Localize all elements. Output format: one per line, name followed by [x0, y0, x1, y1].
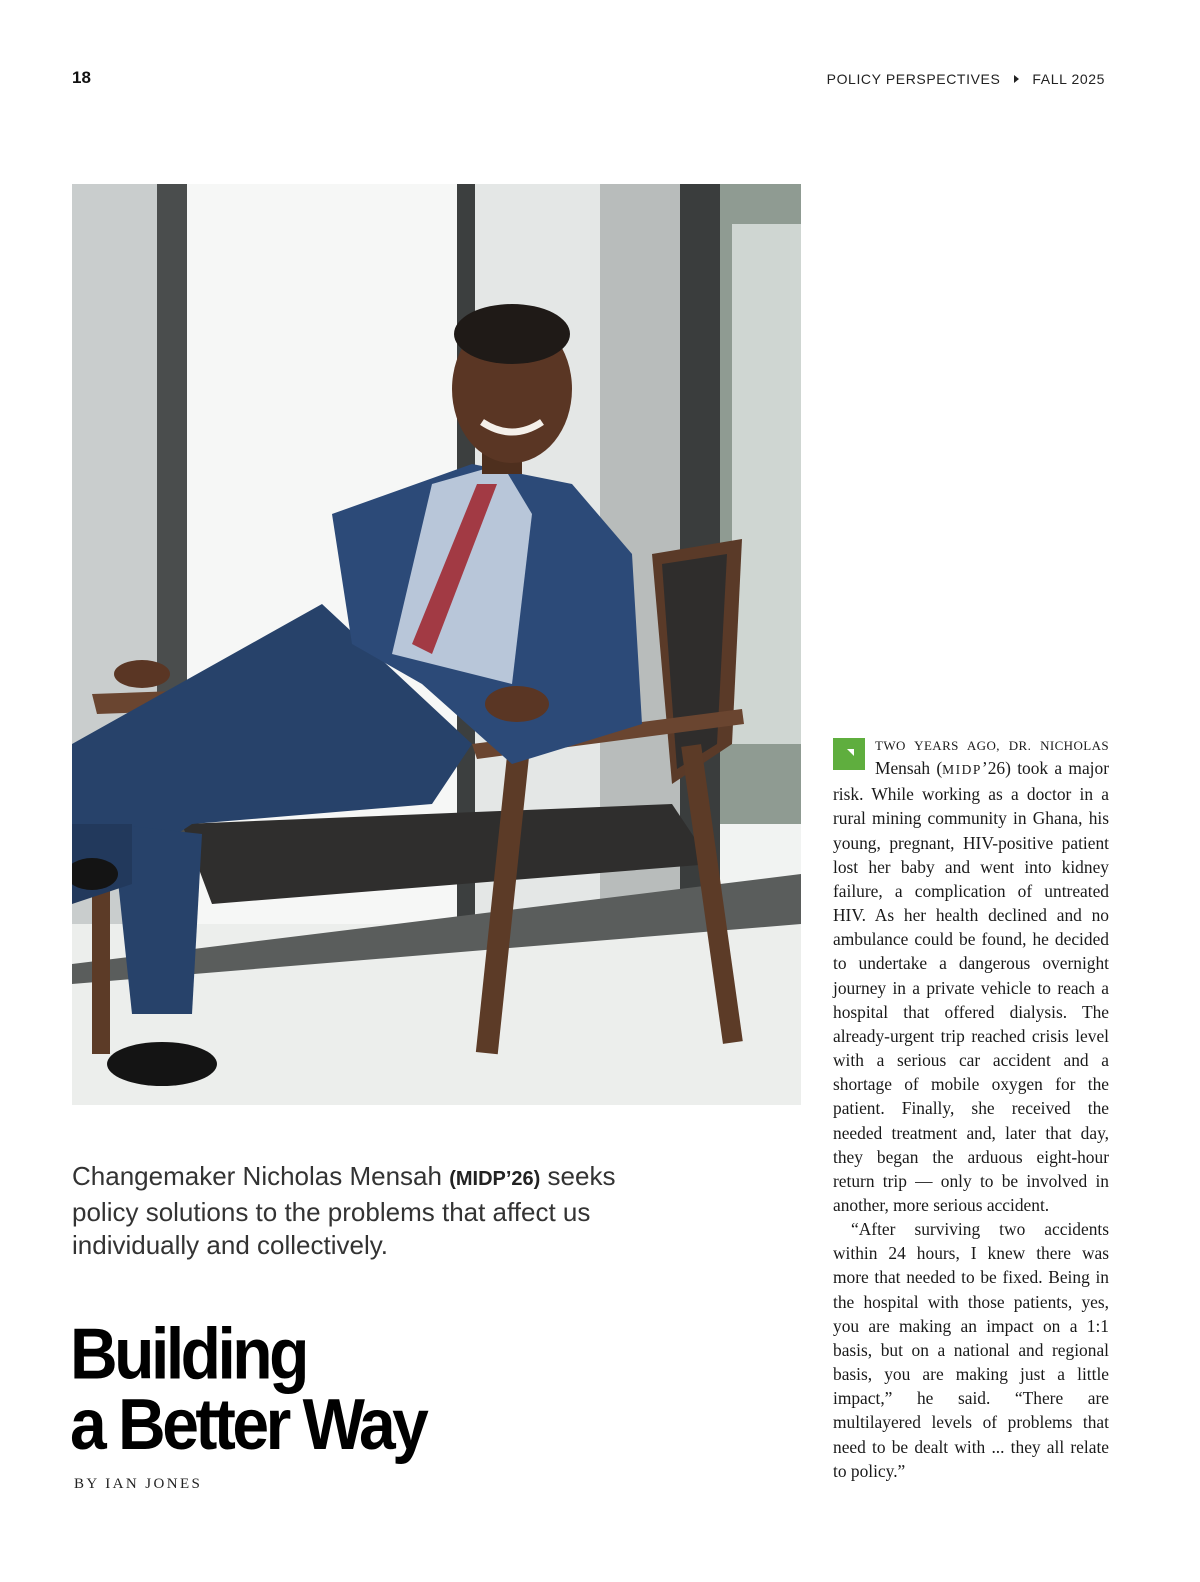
dropcap-arrow-icon: [833, 738, 865, 770]
publication-name: POLICY PERSPECTIVES: [826, 71, 1001, 87]
triangle-separator-icon: [1014, 75, 1019, 83]
page-number: 18: [72, 68, 91, 87]
portrait-photo: [72, 184, 801, 1105]
paragraph-1-degree: MIDP: [942, 762, 982, 778]
paragraph-1-name: Mensah (: [875, 758, 943, 779]
photo-caption: [72, 1160, 632, 1262]
running-head: [827, 71, 1105, 87]
article-headline: [70, 1312, 630, 1465]
headline-line-1: Building: [70, 1312, 306, 1394]
article-paragraph-2: “After surviving two accidents within 24 hours, I knew there was more that needed to be fixed. Being in the hospital with those patients, yes, you are making an impact on a 1:1 basis, but on a national and regional basis, you are making just a little impact,” he said. “There are multilayered levels of problems that need to be dealt with ... they all relate to policy.”: [833, 1219, 1109, 1481]
caption-degree: (MIDP’26): [449, 1168, 541, 1190]
caption-text-end: seeks policy solutions to the problems that affect us individually and collectively.: [72, 1161, 616, 1260]
lead-in-caps: TWO YEARS AGO, DR. NICHOLAS: [875, 738, 1109, 753]
headline-line-2: a Better Way: [70, 1382, 426, 1465]
article-paragraph-1: [833, 732, 1109, 1217]
byline: BY IAN JONES: [74, 1476, 203, 1492]
caption-text-start: Changemaker Nicholas Mensah: [72, 1161, 450, 1191]
issue-label: FALL 2025: [1032, 71, 1105, 87]
article-body: [833, 732, 1109, 1483]
paragraph-1-text: ’26) took a major risk. While working as a doctor in a rural mining community in Ghana, his young, pregnant, HIV-positive patient lost her baby and went into kidney failure, a complication of untreated HIV. As her health declined and no ambulance could be found, he decided to undertake a dangerous overnight journey in a private vehicle to reach a hospital that offered dialysis. The already-urgent trip reached crisis level with a serious car accident and a shortage of mobile oxygen for the patient. Finally, she received the needed treatment and, later that day, they began the arduous eight-hour return trip — only to be involved in another, more serious accident.: [833, 758, 1109, 1215]
